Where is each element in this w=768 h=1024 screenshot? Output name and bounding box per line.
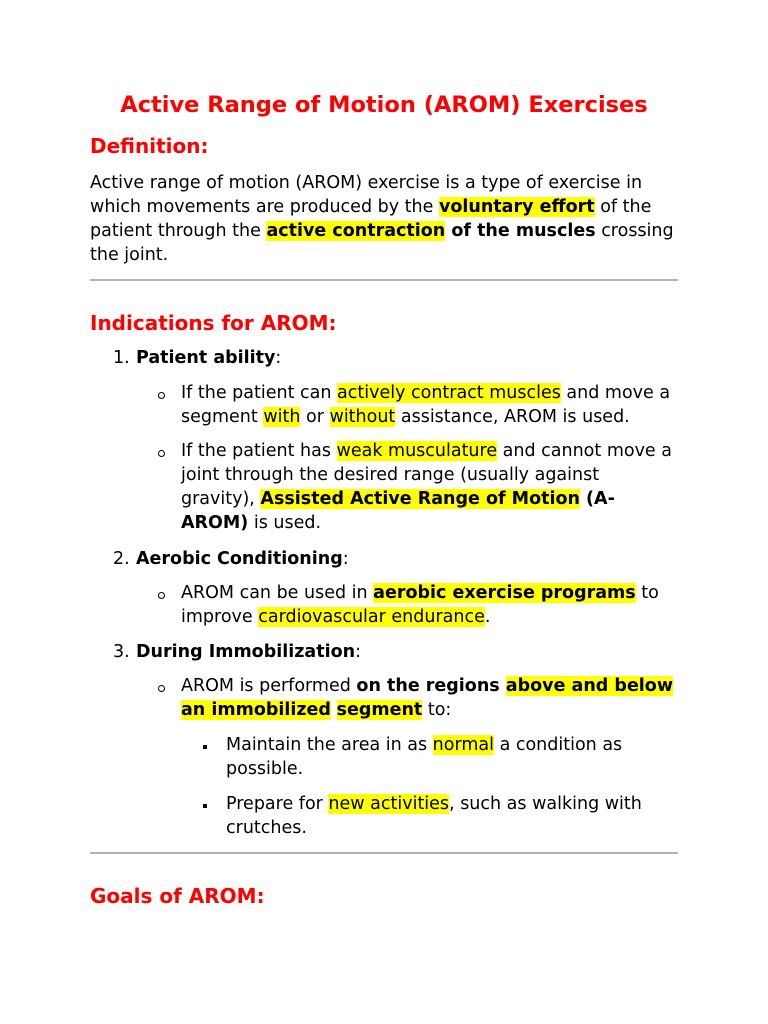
document-page bbox=[90, 0, 678, 910]
text-run: and cannot move a bbox=[497, 441, 672, 461]
indication-item-patient-ability bbox=[90, 346, 678, 535]
highlight-segment: segment bbox=[336, 700, 423, 720]
section-divider bbox=[90, 852, 678, 854]
sub-item bbox=[136, 674, 678, 840]
item-title-line bbox=[136, 640, 678, 664]
item-number: 3. bbox=[113, 642, 130, 662]
text-run: improve bbox=[181, 607, 259, 627]
goals-heading: Goals of AROM: bbox=[90, 884, 265, 908]
text-run: gravity), bbox=[181, 489, 261, 509]
circle-bullet-icon bbox=[158, 592, 165, 599]
indications-section bbox=[90, 309, 678, 840]
item-label: During Immobilization bbox=[136, 642, 356, 662]
item-title-line bbox=[136, 547, 678, 571]
text-run: to bbox=[635, 583, 659, 603]
text-run: , such as walking with bbox=[449, 794, 642, 814]
indications-list bbox=[90, 346, 678, 840]
item-suffix: : bbox=[355, 642, 361, 662]
definition-text: crossing bbox=[595, 221, 674, 241]
text-run: assistance, AROM is used. bbox=[395, 407, 630, 427]
text-run: Prepare for bbox=[226, 794, 329, 814]
item-suffix: : bbox=[342, 549, 349, 569]
text-run: . bbox=[484, 607, 491, 627]
sub-item-text bbox=[181, 674, 678, 722]
sub-item-text bbox=[181, 581, 678, 629]
text-run: If the patient can bbox=[181, 383, 338, 403]
bullet-item bbox=[181, 733, 678, 781]
text-run: or bbox=[300, 407, 330, 427]
square-bullet-icon bbox=[203, 804, 207, 808]
highlight-aerobic-exercise-programs: aerobic exercise programs bbox=[373, 583, 636, 603]
definition-section bbox=[90, 132, 678, 267]
highlight-without: without bbox=[329, 407, 396, 427]
highlight-an-immobilized: an immobilized bbox=[181, 700, 331, 720]
highlight-actively-contract-muscles: actively contract muscles bbox=[337, 383, 561, 403]
item-number: 2. bbox=[113, 549, 130, 569]
text-run: a condition as bbox=[494, 735, 623, 755]
definition-text: of the bbox=[594, 197, 652, 217]
sub-item bbox=[136, 439, 678, 535]
bold-of-the-muscles: of the muscles bbox=[445, 221, 596, 241]
highlight-weak-musculature: weak musculature bbox=[336, 441, 498, 461]
bullet-item bbox=[181, 792, 678, 840]
highlight-voluntary-effort: voluntary effort bbox=[438, 197, 595, 217]
circle-bullet-icon bbox=[158, 450, 165, 457]
item-title-line bbox=[136, 346, 678, 370]
highlight-new-activities: new activities bbox=[328, 794, 450, 814]
definition-heading: Definition: bbox=[90, 134, 209, 158]
highlight-above-and-below: above and below bbox=[505, 676, 673, 696]
highlight-active-contraction: active contraction bbox=[266, 221, 446, 241]
page-title: Active Range of Motion (AROM) Exercises bbox=[120, 92, 648, 118]
indications-heading: Indications for AROM: bbox=[90, 311, 337, 335]
indication-item-during-immobilization bbox=[90, 640, 678, 840]
bullet-list bbox=[181, 733, 678, 840]
indication-item-aerobic-conditioning bbox=[90, 547, 678, 629]
definition-text: the joint. bbox=[90, 245, 169, 265]
bold-a-arom: AROM) bbox=[181, 513, 249, 533]
highlight-with: with bbox=[263, 407, 301, 427]
bullet-text bbox=[226, 733, 678, 781]
square-bullet-icon bbox=[203, 745, 207, 749]
text-run: If the patient has bbox=[181, 441, 337, 461]
item-number: 1. bbox=[113, 348, 130, 368]
text-run: AROM is performed bbox=[181, 676, 357, 696]
item-label: Aerobic Conditioning bbox=[136, 549, 343, 569]
sub-item bbox=[136, 381, 678, 429]
sub-item-text bbox=[181, 381, 678, 429]
text-run: crutches. bbox=[226, 818, 307, 838]
text-run: is used. bbox=[248, 513, 322, 533]
item-label: Patient ability bbox=[136, 348, 276, 368]
section-divider bbox=[90, 279, 678, 281]
item-suffix: : bbox=[275, 348, 282, 368]
text-run: Maintain the area in as bbox=[226, 735, 433, 755]
text-run: possible. bbox=[226, 759, 304, 779]
bold-on-the-regions: on the regions bbox=[356, 676, 506, 696]
highlight-assisted-active-range-of-motion: Assisted Active Range of Motion bbox=[260, 489, 580, 509]
highlight-cardiovascular-endurance: cardiovascular endurance bbox=[258, 607, 485, 627]
definition-text: Active range of motion (AROM) exercise is a type of exercise in bbox=[90, 173, 643, 193]
bullet-text bbox=[226, 792, 678, 840]
highlight-normal: normal bbox=[432, 735, 494, 755]
sub-item-text bbox=[181, 439, 678, 535]
circle-bullet-icon bbox=[158, 392, 165, 399]
text-run: and move a bbox=[560, 383, 671, 403]
text-run: to: bbox=[422, 700, 452, 720]
definition-text: which movements are produced by the bbox=[90, 197, 439, 217]
circle-bullet-icon bbox=[158, 685, 165, 692]
goals-section bbox=[90, 882, 678, 910]
definition-text: patient through the bbox=[90, 221, 267, 241]
bold-a-arom: (A- bbox=[579, 489, 615, 509]
text-run: segment bbox=[181, 407, 264, 427]
sub-item bbox=[136, 581, 678, 629]
definition-paragraph bbox=[90, 171, 678, 267]
text-run: AROM can be used in bbox=[181, 583, 374, 603]
text-run: joint through the desired range (usually against bbox=[181, 465, 600, 485]
